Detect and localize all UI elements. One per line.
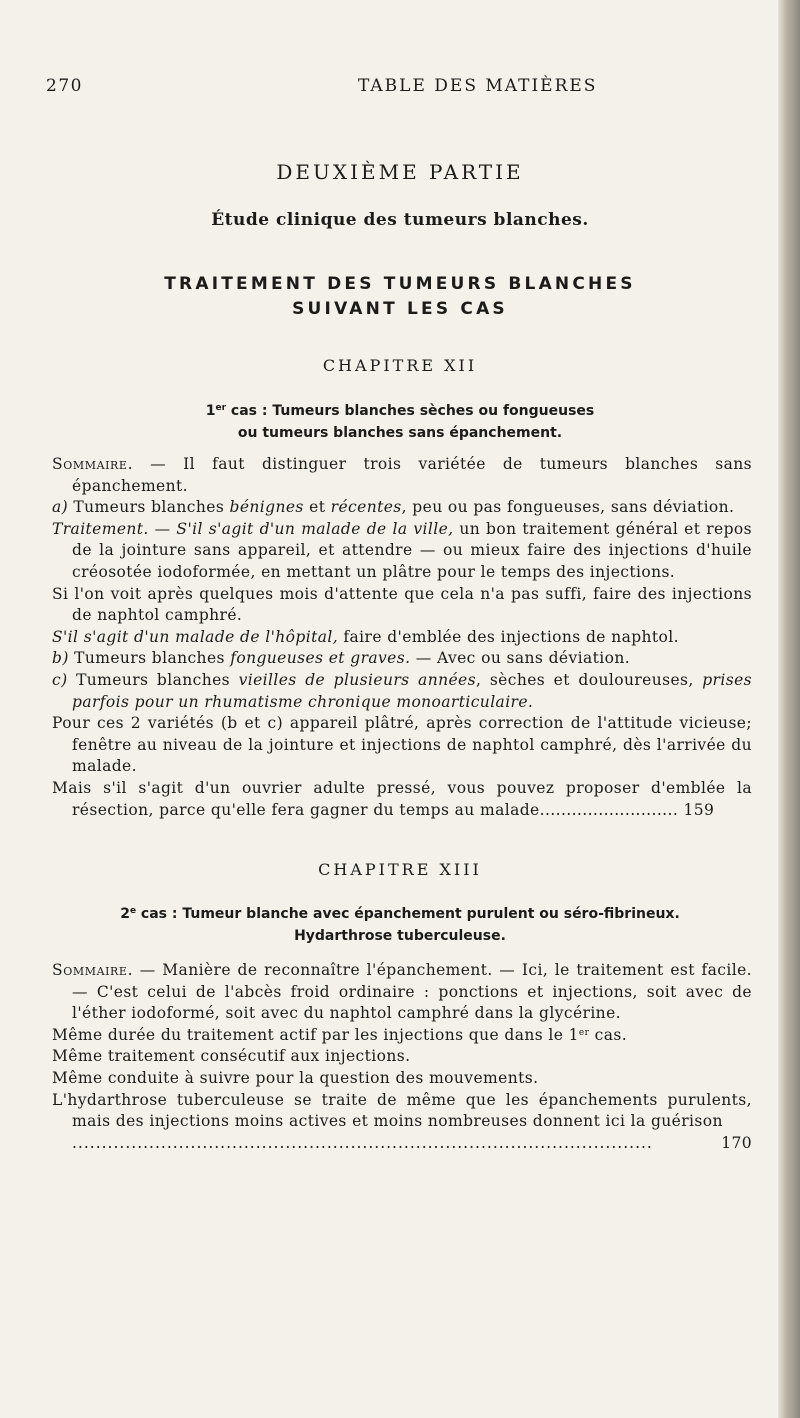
page-ref: 170 [721,1133,752,1152]
part-subtitle: Étude clinique des tumeurs blanches. [211,210,589,230]
page-ref: 159 [683,800,715,819]
chapter-xii-title: CHAPITRE XII [322,356,478,375]
chapter-xiii-summary [52,960,752,1154]
item-a: a) Tumeurs blanches bénignes et récentes, peu ou pas fongueuses, sans déviation. [52,498,735,517]
chapter-xii-summary [52,454,752,821]
mais-paragraph: Mais s'il s'agit d'un ouvrier adulte pressé, vous pouvez proposer d'emblée la résection, parce qu'elle fera gagner du temps au malade.......................... 159 [52,778,752,819]
page-edge-shadow [778,0,800,1418]
case-line-2: ou tumeurs blanches sans épanchement. [237,425,563,441]
meme-conduite-paragraph: Même conduite à suivre pour la question des mouvements. [52,1068,539,1087]
meme-traitement-paragraph: Même traitement consécutif aux injections. [52,1047,411,1066]
item-c: c) Tumeurs blanches vieilles de plusieurs années, sèches et douloureuses, prises parfois pour un rhumatisme chronique monoarticulaire. [52,670,753,711]
running-title: TABLE DES MATIÈRES [358,76,598,96]
item-b: b) Tumeurs blanches fongueuses et graves. — Avec ou sans déviation. [52,649,631,668]
hydarthrose-leader-row [52,1133,752,1155]
hydarthrose-paragraph: L'hydarthrose tuberculeuse se traite de même que les épanchements purulents, mais des injections moins actives et moins nombreuses donnent ici la guérison [52,1090,752,1131]
hopital-paragraph: S'il s'agit d'un malade de l'hôpital, faire d'emblée des injections de naphtol. [52,627,679,646]
section-title-line1: TRAITEMENT DES TUMEURS BLANCHES [164,274,636,294]
leader-dots: .......................... [539,800,679,819]
chapter-xiii-title: CHAPITRE XIII [318,860,482,879]
leader-dots: .................................................................................................. [72,1133,653,1152]
meme-duree-paragraph: Même durée du traitement actif par les injections que dans le 1er cas. [52,1025,628,1044]
section-title [40,272,760,322]
case-line-1: 2e cas : Tumeur blanche avec épanchement purulent ou séro-fibrineux. [120,906,680,922]
chapter-xii-case-heading [40,400,760,444]
sommaire-paragraph: Sommaire. — Manière de reconnaître l'épanchement. — Ici, le traitement est facile. — C'est celui de l'abcès froid ordinaire : ponctions et injections, soit avec de l'éther iodoformé, soit avec du naphtol camphré dans la glycérine. [52,961,752,1023]
si-paragraph: Si l'on voit après quelques mois d'attente que cela n'a pas suffi, faire des injections de naphtol camphré. [52,584,752,625]
case-line-1: 1er cas : Tumeurs blanches sèches ou fongueuses [205,403,595,419]
sommaire-paragraph: Sommaire. — Il faut distinguer trois variétée de tumeurs blanches sans épanchement. [52,455,752,495]
part-title: DEUXIÈME PARTIE [276,160,524,184]
page-number: 270 [46,76,83,96]
pour-paragraph: Pour ces 2 variétés (b et c) appareil plâtré, après correction de l'attitude vicieuse; fenêtre au niveau de la jointure et injections de naphtol camphré, dès l'arrivée du malade. [52,714,752,776]
section-title-line2: SUIVANT LES CAS [292,299,508,319]
case-line-2: Hydarthrose tuberculeuse. [294,928,506,944]
traitement-paragraph: Traitement. — S'il s'agit d'un malade de la ville, un bon traitement général et repos de la jointure sans appareil, et attendre — ou mieux faire des injections d'huile créosotée iodoformée, en mettant un plâtre pour le temps des injections. [52,519,752,581]
chapter-xiii-case-heading [40,903,760,947]
